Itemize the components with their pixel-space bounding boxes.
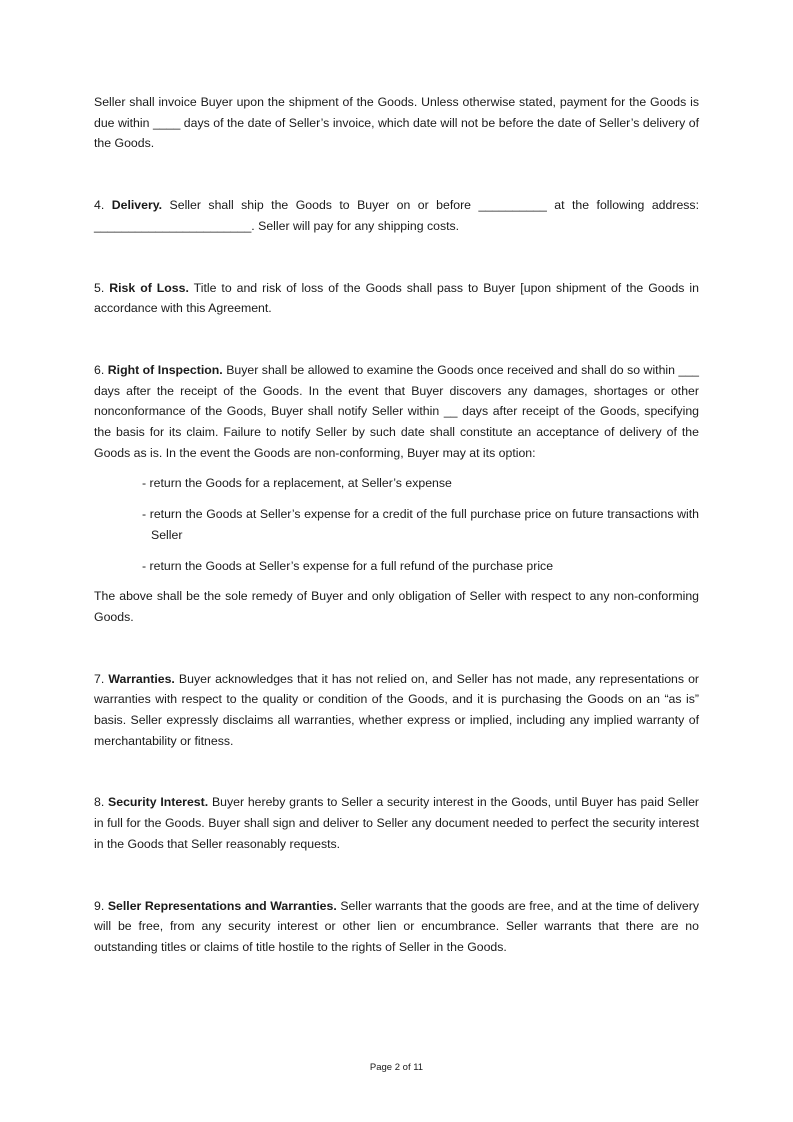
section-7-text: Buyer acknowledges that it has not relied on, and Seller has not made, any representations or warranties with respect to the quality or condition of the Goods, and it is purchasing the Goods on an “as is” basis. Seller expressly disclaims all warranties, whether express or implied, including any implied warranty of merchantability or fitness. xyxy=(94,671,700,748)
section-4-text: Seller shall ship the Goods to Buyer on or before __________ at the following address: _______________________. Seller will pay for any shipping costs. xyxy=(94,198,699,233)
section-8-number: 8. xyxy=(94,795,105,810)
section-8-text: Buyer hereby grants to Seller a security interest in the Goods, until Buyer has paid Seller in full for the Goods. Buyer shall sign and deliver to Seller any document needed to perfect the security interest in the Goods that Seller reasonably requests. xyxy=(94,795,699,851)
section-4-delivery xyxy=(94,195,699,236)
page-number-label: Page 2 of 11 xyxy=(369,1062,424,1073)
section-8-title: Security Interest. xyxy=(108,795,209,810)
section-8-security-interest xyxy=(94,792,699,854)
payment-text: Seller shall invoice Buyer upon the shipment of the Goods. Unless otherwise stated, payment for the Goods is due within ____ days of the date of Seller’s invoice, which date will not be before the date of Seller’s delivery of the Goods. xyxy=(94,95,699,151)
section-9-number: 9. xyxy=(94,898,105,913)
section-9-text: Seller warrants that the goods are free, and at the time of delivery will be free, from any security interest or other lien or encumbrance. Seller warrants that there are no outstanding titles or claims of title hostile to the rights of Seller in the Goods. xyxy=(94,898,699,954)
section-5-title: Risk of Loss. xyxy=(109,280,189,295)
section-7-warranties xyxy=(94,669,699,752)
section-4-number: 4. xyxy=(94,198,105,213)
section-7-number: 7. xyxy=(94,671,105,686)
section-7-title: Warranties. xyxy=(108,671,175,686)
section-6-inspection xyxy=(94,360,699,464)
section-6-option-2: - return the Goods at Seller’s expense for a credit of the full purchase price on future transactions with Seller xyxy=(142,507,699,542)
section-6-closing: The above shall be the sole remedy of Buyer and only obligation of Seller with respect to any non-conforming Goods. xyxy=(94,589,699,624)
section-5-risk-of-loss xyxy=(94,278,699,319)
section-6-option-3: - return the Goods at Seller’s expense for a full refund of the purchase price xyxy=(142,558,554,573)
section-6-number: 6. xyxy=(94,362,105,377)
section-9-title: Seller Representations and Warranties. xyxy=(107,898,337,913)
section-4-title: Delivery. xyxy=(111,198,163,213)
page-footer xyxy=(0,1062,793,1074)
section-5-number: 5. xyxy=(94,280,105,295)
payment-paragraph xyxy=(94,92,699,154)
section-6-option-1: - return the Goods for a replacement, at Seller’s expense xyxy=(142,476,452,491)
document-body xyxy=(94,92,699,958)
section-5-text: Title to and risk of loss of the Goods shall pass to Buyer [upon shipment of the Goods in accordance with this Agreement. xyxy=(94,280,699,316)
section-9-seller-representations xyxy=(94,896,699,958)
section-6-text: Buyer shall be allowed to examine the Goods once received and shall do so within ___ days after the receipt of the Goods. In the event that Buyer discovers any damages, shortages or other nonconformance of the Goods, Buyer shall notify Seller within __ days after receipt of the Goods, specifying the basis for its claim. Failure to notify Seller by such date shall constitute an acceptance of delivery of the Goods as is. In the event the Goods are non-conforming, Buyer may at its option: xyxy=(94,362,700,460)
section-6-title: Right of Inspection. xyxy=(107,362,223,377)
